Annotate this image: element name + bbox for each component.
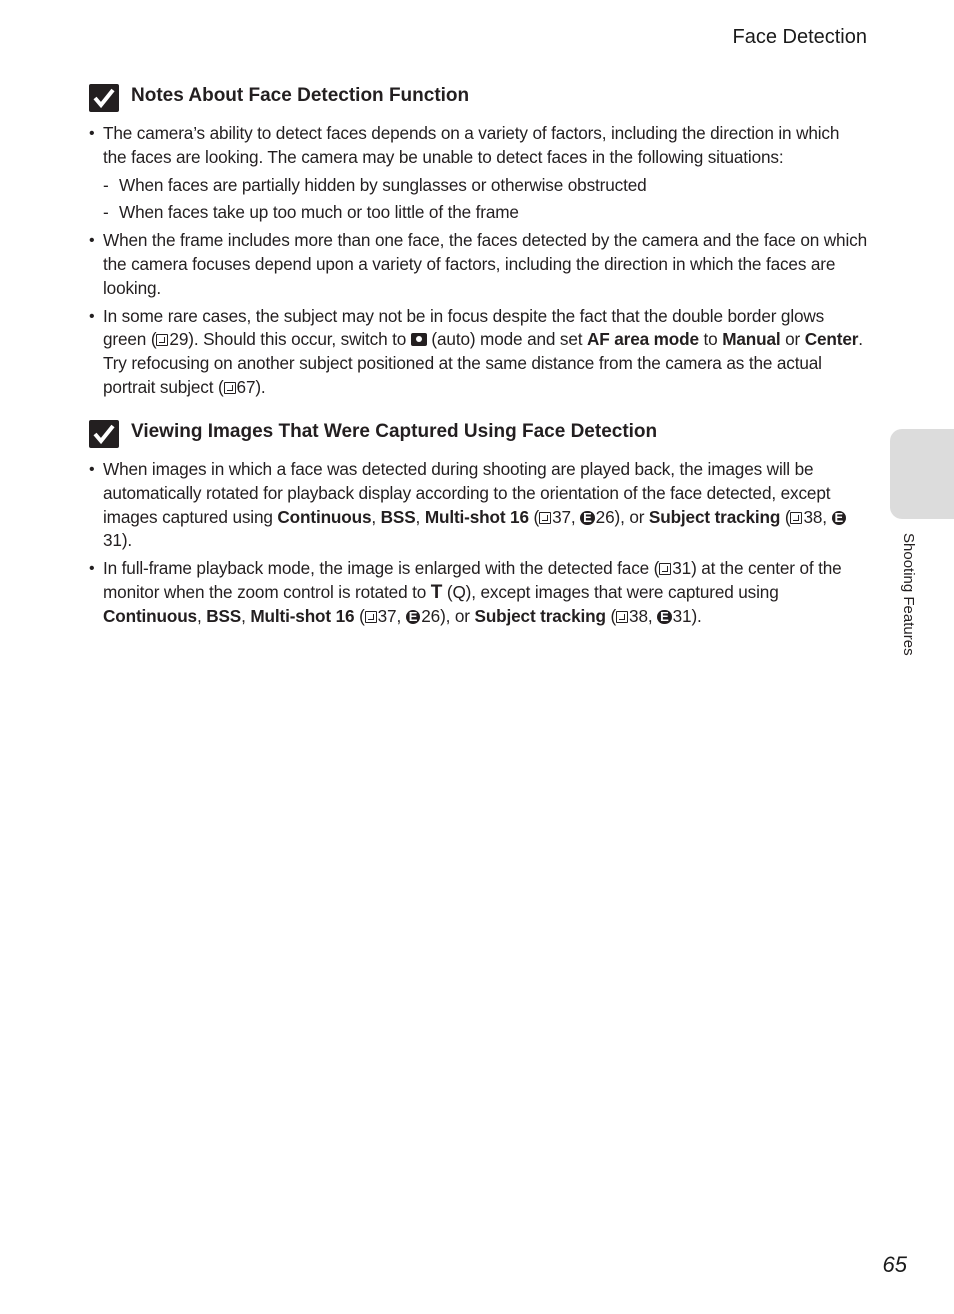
chapter-tab — [890, 429, 954, 519]
viewing-section — [89, 420, 867, 633]
item-text: When images in which a face was detected during shooting are played back, the images will be automatically rotated for playback display according to the orientation of the face detected, except images captured using — [103, 459, 831, 527]
page-ref-icon — [616, 611, 628, 623]
setting-name: BSS — [206, 605, 242, 626]
item-text: 31). — [672, 605, 702, 626]
setting-name: Multi-shot 16 — [250, 605, 355, 626]
sub-item-text: When faces take up too much or too little of the frame — [119, 202, 519, 223]
item-text: 67). — [236, 376, 266, 397]
reference-section-icon: E — [832, 511, 847, 525]
reference-section-icon: E — [580, 511, 595, 525]
camera-icon — [411, 333, 427, 346]
setting-name: Center — [804, 329, 859, 350]
item-text: , — [371, 506, 381, 527]
list-item — [89, 557, 867, 628]
item-text: In full-frame playback mode, the image is enlarged with the detected face ( — [103, 558, 660, 579]
item-text: ( — [354, 605, 365, 626]
item-text: 26), or — [595, 506, 649, 527]
reference-section-icon: E — [406, 610, 421, 624]
page-ref-icon — [659, 563, 671, 575]
item-text: 26), or — [421, 605, 475, 626]
item-text: to — [698, 329, 723, 350]
check-icon — [89, 420, 119, 448]
item-text: When the frame includes more than one face, the faces detected by the camera and the face on which the camera focuses depend upon a variety of factors, including the direction in which the faces are looking. — [103, 230, 867, 298]
list-item — [89, 305, 867, 400]
item-text: In some rare cases, the subject may not be in focus despite the fact that the double border glows green ( — [103, 305, 825, 350]
notes-section — [89, 84, 867, 404]
list-item — [89, 122, 867, 225]
bullet-list — [89, 122, 867, 400]
sub-item-text: When faces are partially hidden by sunglasses or otherwise obstructed — [119, 174, 647, 195]
item-text: 37, — [552, 506, 581, 527]
setting-name: Subject tracking — [648, 506, 781, 527]
item-text: 38, — [629, 605, 658, 626]
page-ref-icon — [790, 512, 802, 524]
setting-name: Subject tracking — [474, 605, 606, 626]
chapter-tab-label — [897, 533, 917, 683]
page-number: 65 — [882, 1252, 907, 1277]
list-item — [89, 458, 867, 553]
page-ref-icon — [539, 512, 551, 524]
setting-name: Multi-shot 16 — [424, 506, 529, 527]
setting-name: Continuous — [103, 605, 197, 626]
item-text: (Q), except images that were captured using — [442, 581, 779, 602]
page-ref-icon — [156, 334, 168, 346]
setting-name: BSS — [380, 506, 416, 527]
bullet-list — [89, 458, 867, 629]
item-text: ( — [780, 506, 791, 527]
check-icon — [89, 84, 119, 112]
item-text: , — [241, 605, 251, 626]
item-text: 29). Should this occur, switch to — [169, 329, 411, 350]
setting-name: Manual — [722, 329, 781, 350]
section-title: Notes About Face Detection Function — [131, 85, 470, 106]
list-item — [89, 229, 867, 300]
running-head: Face Detection — [732, 26, 867, 48]
chapter-label-text: Shooting Features — [900, 533, 917, 656]
section-header — [89, 420, 867, 454]
item-text: or — [780, 329, 805, 350]
item-text: . Try refocusing on another subject positioned at the same distance from the camera as the actual portrait subject ( — [103, 329, 863, 397]
item-text: 38, — [803, 506, 832, 527]
item-text: The camera’s ability to detect faces depends on a variety of factors, including the direction in which the faces are looking. The camera may be unable to detect faces in the following situations: — [103, 123, 840, 167]
section-header — [89, 84, 867, 118]
sub-item: - When faces take up too much or too little of the frame — [103, 202, 519, 223]
item-text: , — [196, 605, 207, 626]
item-text: , — [415, 506, 425, 527]
zoom-tele-icon: T — [430, 581, 443, 603]
item-text: 31). — [103, 530, 133, 551]
item-text: ( — [528, 506, 540, 527]
item-text: ( — [605, 605, 617, 626]
reference-section-icon: E — [657, 610, 672, 624]
page-ref-icon — [224, 382, 236, 394]
setting-name: AF area mode — [587, 329, 699, 350]
page-ref-icon — [365, 611, 377, 623]
setting-name: Continuous — [277, 506, 372, 527]
sub-item: - When faces are partially hidden by sunglasses or otherwise obstructed — [103, 174, 647, 195]
item-text: 31) at the center of the monitor when the zoom control is rotated to — [103, 558, 842, 602]
item-text: (auto) mode and set — [426, 329, 588, 350]
item-text: 37, — [377, 605, 406, 626]
section-title: Viewing Images That Were Captured Using Face Detection — [131, 421, 658, 442]
